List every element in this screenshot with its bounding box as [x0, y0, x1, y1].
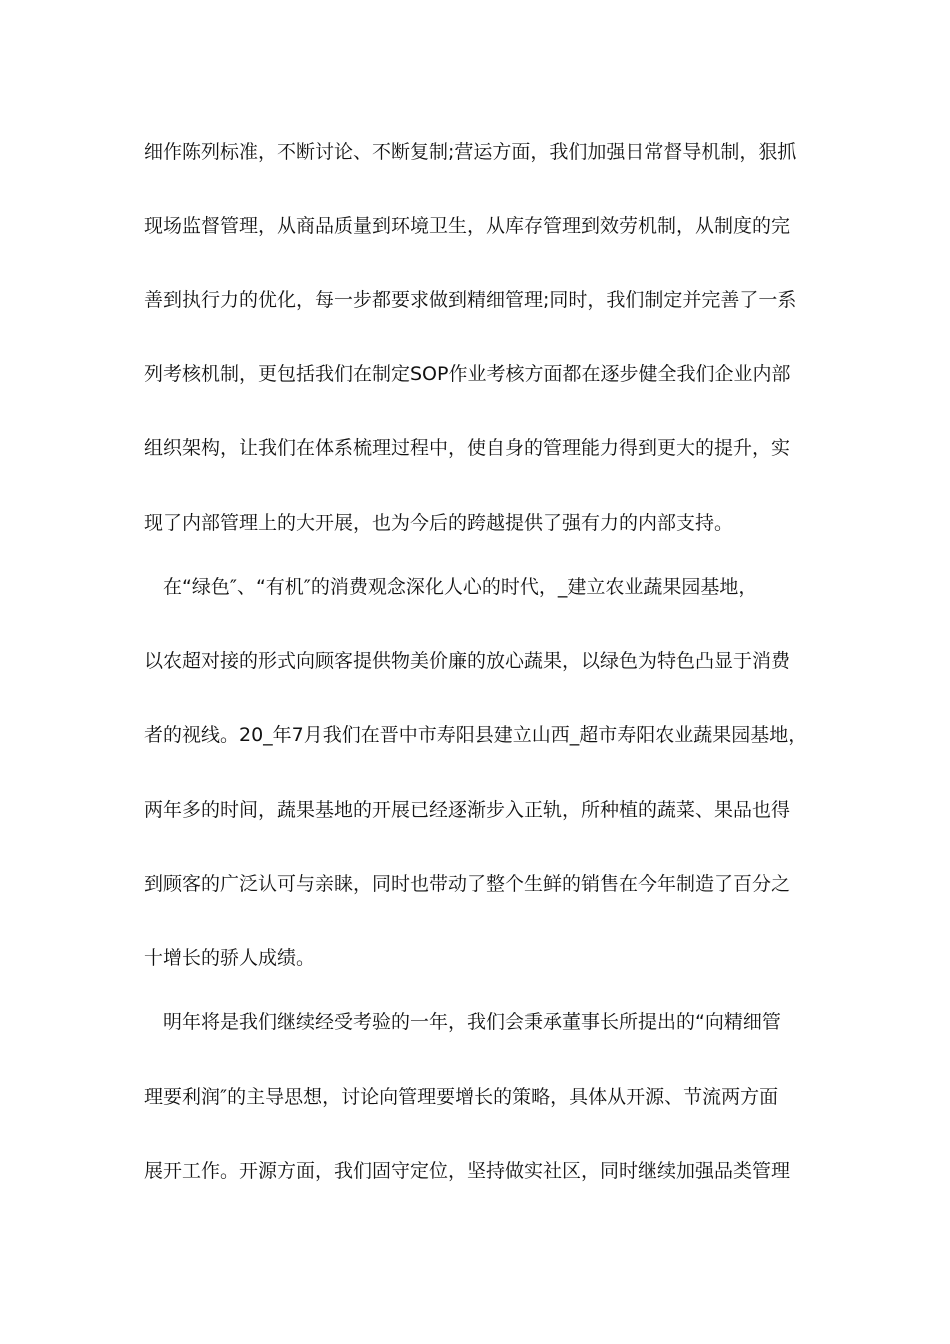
text-line: 细作陈列标准，不断讨论、不断复制;营运方面，我们加强日常督导机制，狠抓 [144, 141, 797, 163]
text-line: 理要利润″的主导思想，讨论向管理要增长的策略，具体从开源、节流两方面 [144, 1086, 779, 1108]
text-line: 列考核机制，更包括我们在制定SOP作业考核方面都在逐步健全我们企业内部 [144, 363, 791, 385]
paragraph-start-line: 在“绿色″、“有机″的消费观念深化人心的时代，_建立农业蔬果园基地， [163, 576, 758, 598]
text-line: 以农超对接的形式向顾客提供物美价廉的放心蔬果，以绿色为特色凸显于消费 [144, 650, 791, 672]
paragraph-start-line: 明年将是我们继续经受考验的一年，我们会秉承董事长所提出的“向精细管 [163, 1011, 781, 1033]
text-line: 组织架构，让我们在体系梳理过程中，使自身的管理能力得到更大的提升，实 [144, 437, 791, 459]
text-line: 两年多的时间，蔬果基地的开展已经逐渐步入正轨，所种植的蔬菜、果品也得 [144, 799, 791, 821]
text-line: 善到执行力的优化，每一步都要求做到精细管理;同时，我们制定并完善了一系 [144, 289, 797, 311]
text-line: 十增长的骄人成绩。 [144, 947, 316, 969]
text-line: 到顾客的广泛认可与亲睐，同时也带动了整个生鲜的销售在今年制造了百分之 [144, 873, 791, 895]
text-line: 展开工作。开源方面，我们固守定位，坚持做实社区，同时继续加强品类管理 [144, 1160, 791, 1182]
text-line: 现了内部管理上的大开展，也为今后的跨越提供了强有力的内部支持。 [144, 512, 734, 534]
text-line: 者的视线。20_年7月我们在晋中市寿阳县建立山西_超市寿阳农业蔬果园基地， [144, 724, 808, 746]
text-line: 现场监督管理，从商品质量到环境卫生，从库存管理到效劳机制，从制度的完 [144, 215, 791, 237]
